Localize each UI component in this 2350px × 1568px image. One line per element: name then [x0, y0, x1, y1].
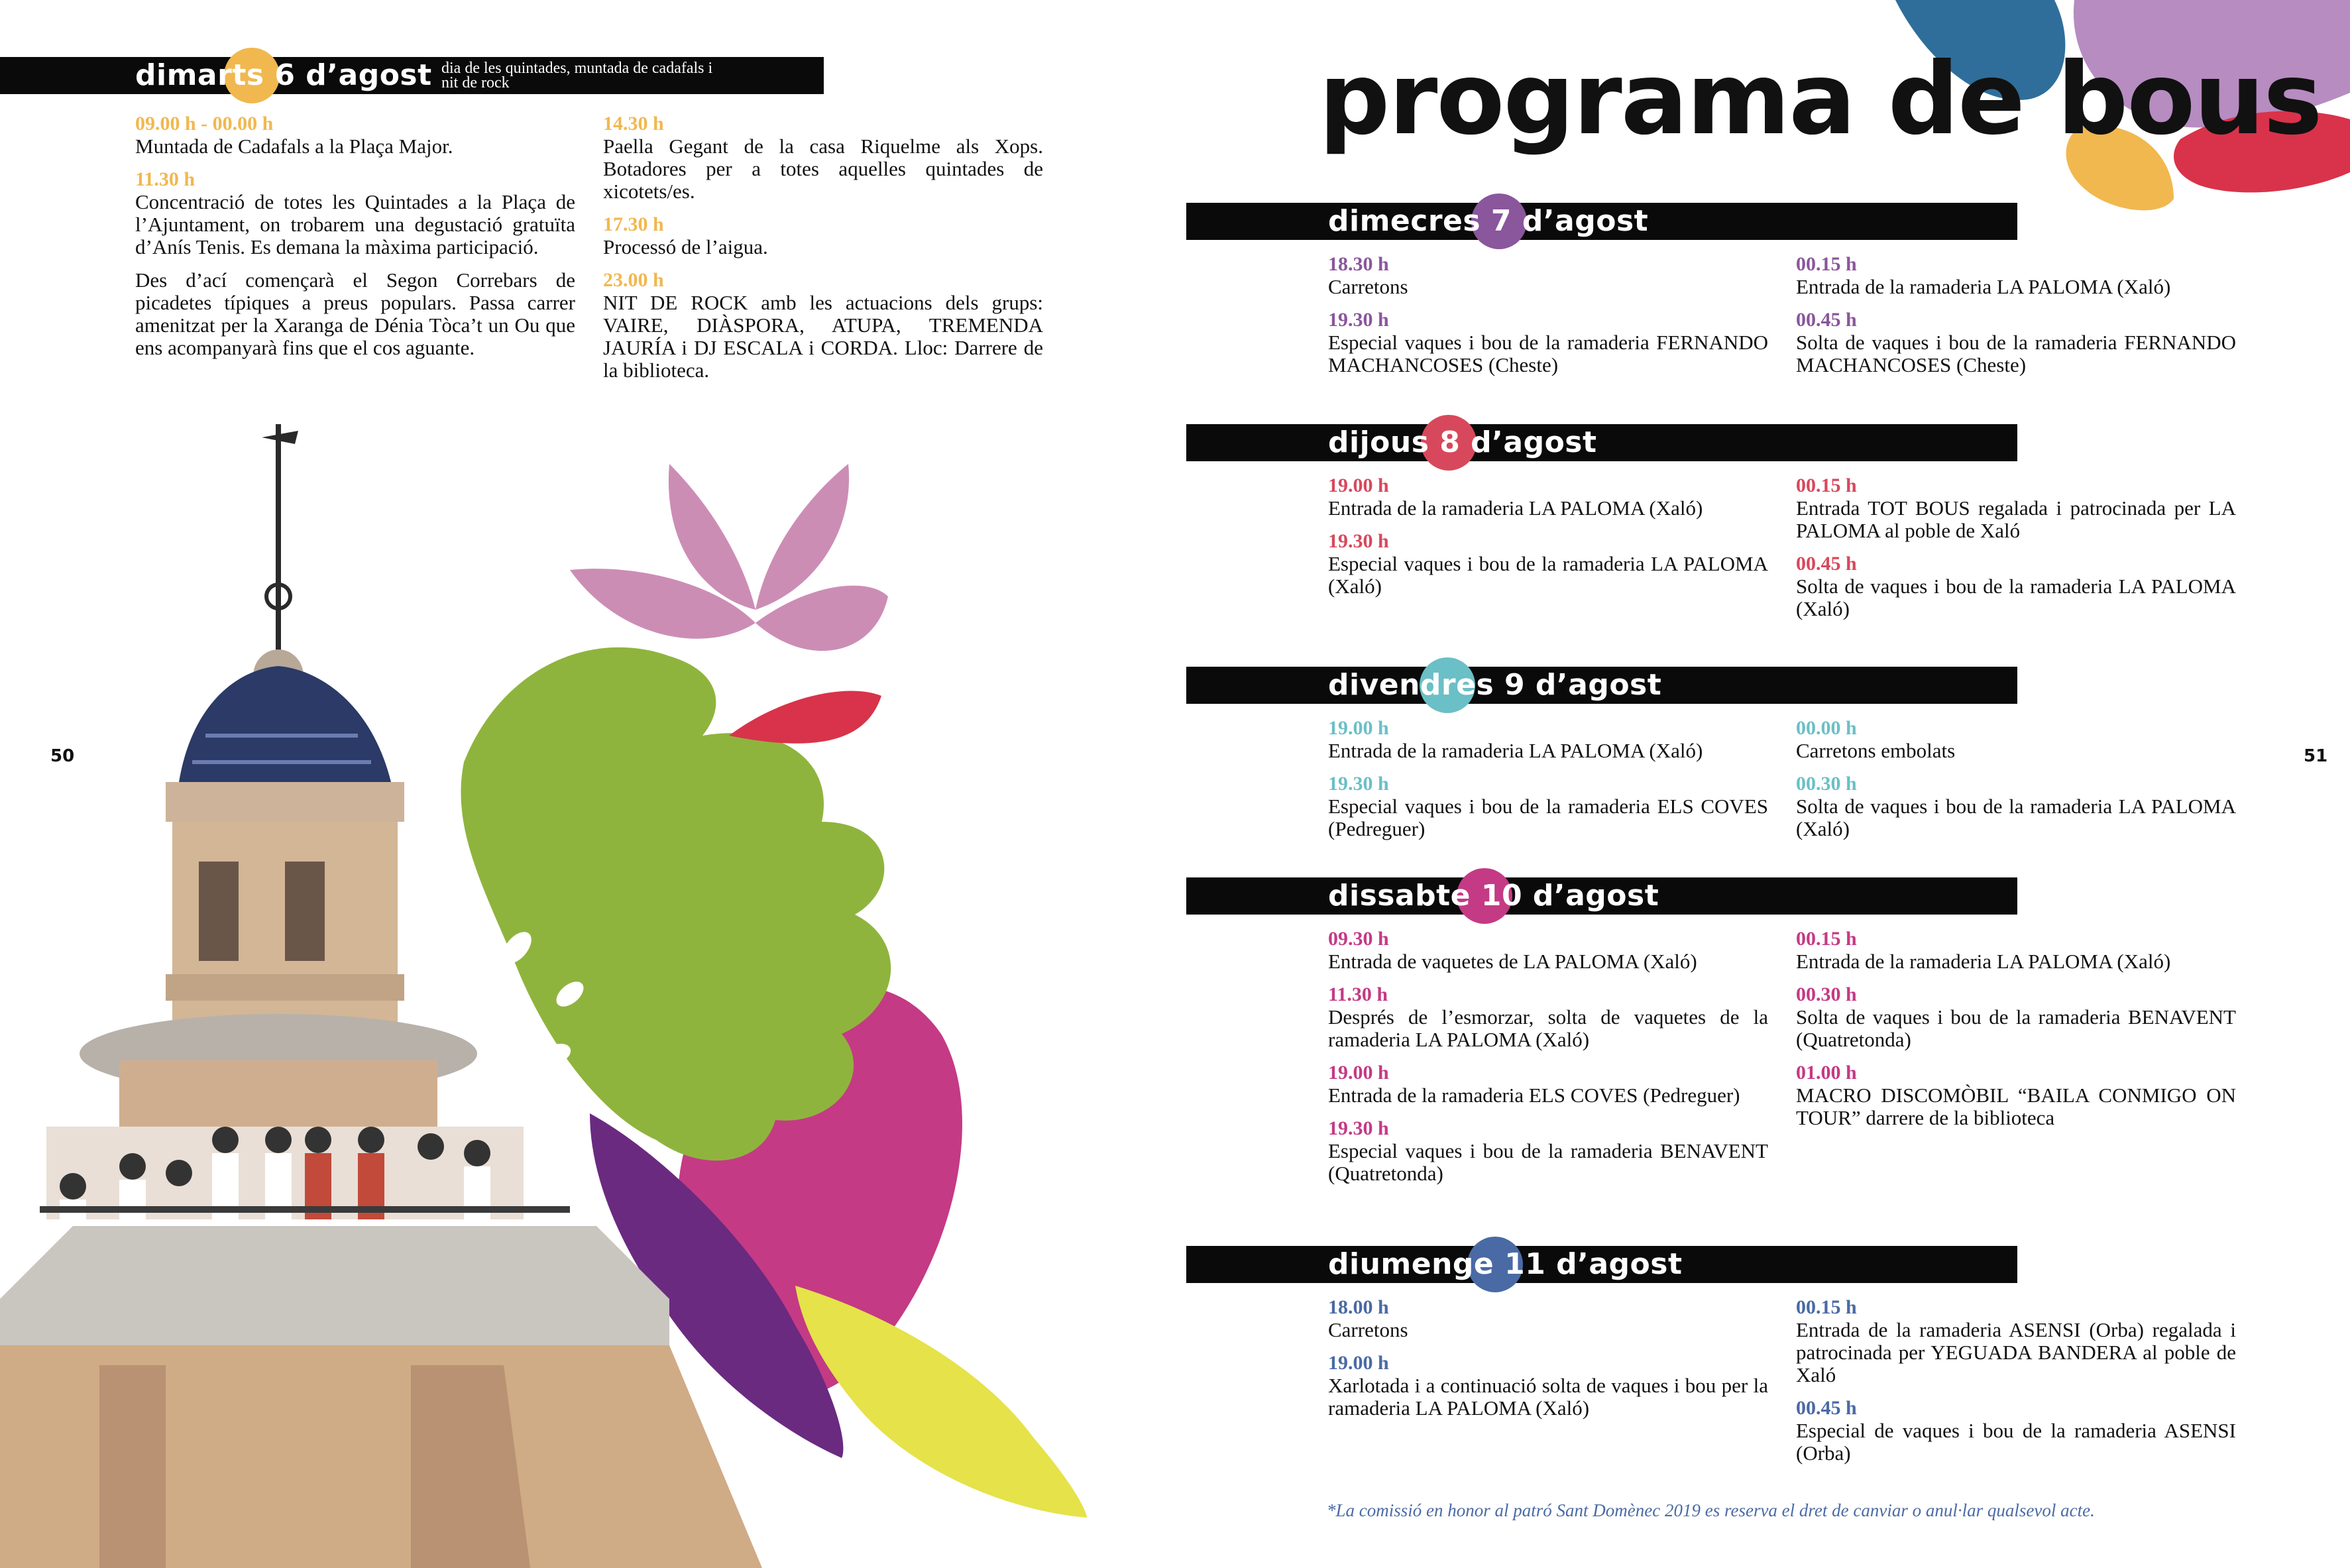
schedule-entry [1796, 928, 2236, 973]
event-description: Solta de vaques i bou de la ramaderia LA PALOMA (Xaló) [1796, 795, 2236, 840]
day-title: dijous 8 d’agost [1328, 425, 1597, 459]
schedule-entry [603, 213, 1043, 258]
event-description: Entrada de la ramaderia LA PALOMA (Xaló) [1796, 275, 2171, 298]
event-time: 00.30 h [1796, 773, 1857, 795]
event-time: 00.15 h [1796, 1296, 1857, 1318]
day-title: dimarts 6 d’agost [135, 58, 432, 92]
event-description: MACRO DISCOMÒBIL “BAILA CONMIGO ON TOUR” darrere de la biblioteca [1796, 1084, 2236, 1129]
event-description: Entrada de la ramaderia LA PALOMA (Xaló) [1328, 739, 1703, 762]
day-title: diumenge 11 d’agost [1328, 1247, 1683, 1281]
event-time: 19.00 h [1328, 1062, 1389, 1084]
page-title: programa de bous [1319, 42, 2322, 157]
event-time: 00.00 h [1796, 717, 1857, 739]
schedule-entry [135, 168, 575, 258]
event-description: Solta de vaques i bou de la ramaderia FERNANDO MACHANCOSES (Cheste) [1796, 331, 2236, 376]
schedule-entry [1328, 475, 1768, 520]
event-time: 11.30 h [135, 168, 196, 190]
schedule-entry [1328, 530, 1768, 598]
day-col-2 [1796, 717, 2236, 840]
event-time: 19.00 h [1328, 475, 1389, 496]
schedule-entry [1796, 475, 2236, 542]
schedule-entry [603, 269, 1043, 382]
footnote: *La comissió en honor al patró Sant Domènec 2019 es reserva el dret de canviar o anul·lar qualsevol acte. [1327, 1500, 2095, 1520]
event-time: 19.30 h [1328, 309, 1389, 331]
day-col-2 [1796, 253, 2236, 376]
event-description: Processó de l’aigua. [603, 235, 768, 258]
event-time: 23.00 h [603, 269, 664, 291]
schedule-entry [1796, 1062, 2236, 1129]
schedule-entry [1328, 309, 1768, 376]
event-time: 17.30 h [603, 213, 664, 235]
event-time: 19.00 h [1328, 1352, 1389, 1374]
event-description: Entrada de vaquetes de LA PALOMA (Xaló) [1328, 950, 1697, 973]
event-description: Especial vaques i bou de la ramaderia BENAVENT (Quatretonda) [1328, 1139, 1768, 1185]
event-description: Concentració de totes les Quintades a la Plaça de l’Ajuntament, on trobarem una degustació gratuïta d’Anís Tenis. Es demana la màxima participació. [135, 190, 575, 258]
event-description: Des d’ací començarà el Segon Correbars de picadetes típiques a preus populars. Passa carrer amenitzat per la Xaranga de Dénia Tòca’t un Ou que ens acompanyarà fins que el cos aguante. [135, 268, 575, 359]
schedule-entry [1796, 253, 2236, 298]
event-time: 19.30 h [1328, 1117, 1389, 1139]
event-description: Especial de vaques i bou de la ramaderia ASENSI (Orba) [1796, 1419, 2236, 1465]
event-description: Carretons [1328, 1318, 1408, 1341]
event-description: Entrada de la ramaderia ELS COVES (Pedreguer) [1328, 1084, 1740, 1107]
schedule-entry [1328, 773, 1768, 840]
left-col-2 [603, 113, 1043, 382]
event-description: Muntada de Cadafals a la Plaça Major. [135, 135, 453, 158]
day-col-2 [1796, 1296, 2236, 1465]
header-bar [1186, 424, 2017, 461]
event-description: Entrada de la ramaderia LA PALOMA (Xaló) [1328, 496, 1703, 520]
schedule-entry [1328, 1296, 1768, 1341]
day-col-2 [1796, 928, 2236, 1129]
event-description: Carretons [1328, 275, 1408, 298]
event-time: 00.45 h [1796, 553, 1857, 575]
schedule-entry [1796, 553, 2236, 620]
event-description: Especial vaques i bou de la ramaderia LA PALOMA (Xaló) [1328, 552, 1768, 598]
schedule-entry [1328, 928, 1768, 973]
schedule-entry [1328, 1062, 1768, 1107]
page-number-right: 51 [2304, 746, 2328, 766]
crimson-petal [729, 691, 881, 744]
day-subtitle: dia de les quintades, muntada de cadafals i nit de rock [441, 60, 713, 91]
event-time: 00.15 h [1796, 928, 1857, 950]
schedule-entry [1796, 983, 2236, 1051]
event-description: Especial vaques i bou de la ramaderia ELS COVES (Pedreguer) [1328, 795, 1768, 840]
schedule-entry [1328, 1352, 1768, 1420]
event-time: 19.30 h [1328, 773, 1389, 795]
event-time: 09.30 h [1328, 928, 1389, 950]
event-description: Solta de vaques i bou de la ramaderia BENAVENT (Quatretonda) [1796, 1005, 2236, 1051]
schedule-entry [1328, 1117, 1768, 1185]
schedule-entry [1796, 717, 2236, 762]
event-time: 00.15 h [1796, 475, 1857, 496]
schedule-entry [1796, 1296, 2236, 1386]
yellow-petal [795, 1286, 1087, 1518]
event-description: Especial vaques i bou de la ramaderia FERNANDO MACHANCOSES (Cheste) [1328, 331, 1768, 376]
day-col-1 [1328, 1296, 1768, 1420]
schedule-entry [1796, 1397, 2236, 1465]
event-time: 00.30 h [1796, 983, 1857, 1005]
schedule-entry [135, 269, 575, 359]
event-time: 19.30 h [1328, 530, 1389, 552]
day-col-1 [1328, 717, 1768, 840]
event-description: Després de l’esmorzar, solta de vaquetes de la ramaderia LA PALOMA (Xaló) [1328, 1005, 1768, 1051]
event-description: NIT DE ROCK amb les actuacions dels grups: VAIRE, DIÀSPORA, ATUPA, TREMENDA JAURÍA i DJ ESCALA i CORDA. Lloc: Darrere de la biblioteca. [603, 291, 1043, 382]
event-time: 14.30 h [603, 113, 664, 135]
event-description: Paella Gegant de la casa Riquelme als Xops. Botadores per a totes aquelles quintades de xicotets/es. [603, 135, 1043, 203]
event-description: Solta de vaques i bou de la ramaderia LA PALOMA (Xaló) [1796, 575, 2236, 620]
schedule-entry [1796, 773, 2236, 840]
event-time: 01.00 h [1796, 1062, 1857, 1084]
schedule-entry [135, 113, 575, 158]
event-time: 00.15 h [1796, 253, 1857, 275]
schedule-entry [603, 113, 1043, 203]
event-time: 18.00 h [1328, 1296, 1389, 1318]
event-time: 00.45 h [1796, 309, 1857, 331]
day-title: dimecres 7 d’agost [1328, 204, 1649, 238]
event-description: Entrada de la ramaderia LA PALOMA (Xaló) [1796, 950, 2171, 973]
page-number-left: 50 [50, 746, 75, 766]
event-time: 19.00 h [1328, 717, 1389, 739]
day-title: dissabte 10 d’agost [1328, 879, 1659, 913]
day-col-1 [1328, 475, 1768, 598]
schedule-entry [1328, 253, 1768, 298]
left-col-1 [135, 113, 575, 359]
event-description: Entrada TOT BOUS regalada i patrocinada per LA PALOMA al poble de Xaló [1796, 496, 2236, 542]
event-description: Xarlotada i a continuació solta de vaques i bou per la ramaderia LA PALOMA (Xaló) [1328, 1374, 1768, 1420]
event-time: 18.30 h [1328, 253, 1389, 275]
schedule-entry [1328, 983, 1768, 1051]
event-time: 00.45 h [1796, 1397, 1857, 1419]
day-title: divendres 9 d’agost [1328, 668, 1662, 702]
event-description: Entrada de la ramaderia ASENSI (Orba) regalada i patrocinada per YEGUADA BANDERA al poble de Xaló [1796, 1318, 2236, 1386]
seed-dot [451, 978, 476, 1011]
event-description: Carretons embolats [1796, 739, 1956, 762]
schedule-entry [1328, 717, 1768, 762]
day-col-1 [1328, 253, 1768, 376]
event-time: 09.00 h - 00.00 h [135, 113, 274, 135]
day-col-2 [1796, 475, 2236, 620]
schedule-entry [1796, 309, 2236, 376]
day-col-1 [1328, 928, 1768, 1185]
event-time: 11.30 h [1328, 983, 1388, 1005]
